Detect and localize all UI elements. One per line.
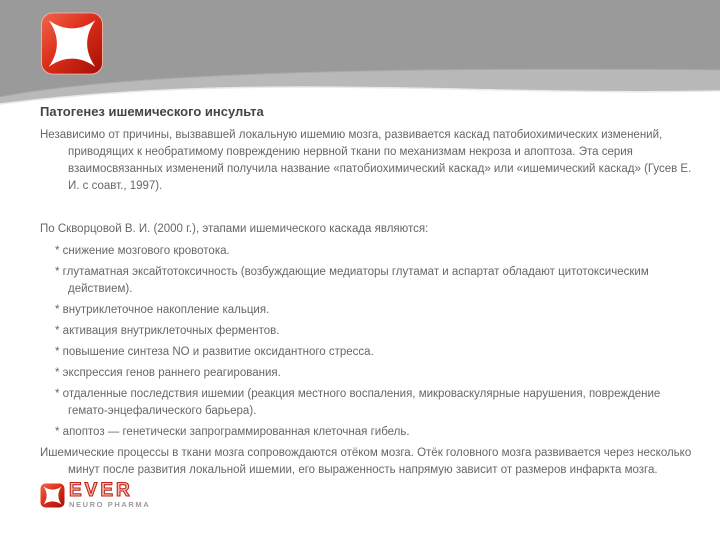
list-item: * глутаматная эксайтотоксичность (возбуждающие медиаторы глутамат и аспартат обладают цитотоксическим действием). bbox=[55, 266, 649, 295]
list-item: * снижение мозгового кровотока. bbox=[55, 245, 230, 257]
stages-lead-paragraph: По Скворцовой В. И. (2000 г.), этапами ишемического каскада являются: bbox=[40, 223, 429, 235]
slide-body bbox=[40, 104, 695, 479]
list-item: * апоптоз — генетически запрограммированная клеточная гибель. bbox=[55, 426, 410, 438]
footer-brand-logo bbox=[40, 480, 151, 509]
intro-paragraph: Независимо от причины, вызвавшей локальную ишемию мозга, развивается каскад патобиохимических изменений, приводящих к необратимому повреждению нервной ткани по механизмам некроза и апоптоза. Эта серия взаимосвязанных изменений получила название «патобиохимический каскад» или «ишемический каскад» (Гусев Е. И. с соавт., 1997). bbox=[40, 129, 692, 192]
footer-brand-text bbox=[69, 480, 151, 509]
header-swoosh-banner bbox=[0, 0, 720, 120]
ever-star-icon bbox=[40, 12, 104, 75]
list-item: * отдаленные последствия ишемии (реакция местного воспаления, микроваскулярные нарушения, повреждение гемато-энцефалического барьера). bbox=[55, 388, 661, 417]
list-item: * экспрессия генов раннего реагирования. bbox=[55, 367, 281, 379]
list-item: * внутриклеточное накопление кальция. bbox=[55, 304, 270, 316]
edema-paragraph: Ишемические процессы в ткани мозга сопровождаются отёком мозга. Отёк головного мозга развивается через несколько минут после развития локальной ишемии, его выраженность напрямую зависит от размеров инфаркта мозга. bbox=[40, 447, 692, 476]
footer-brand-name: EVER bbox=[69, 480, 133, 501]
slide-title: Патогенез ишемического инсульта bbox=[40, 104, 264, 119]
list-item: * повышение синтеза NO и развитие оксидантного стресса. bbox=[55, 346, 374, 358]
footer-brand-subtitle: NEURO PHARMA bbox=[69, 500, 151, 509]
ever-star-icon bbox=[40, 483, 65, 508]
list-item: * активация внутриклеточных ферментов. bbox=[55, 325, 280, 337]
cascade-stages-list bbox=[40, 243, 695, 441]
